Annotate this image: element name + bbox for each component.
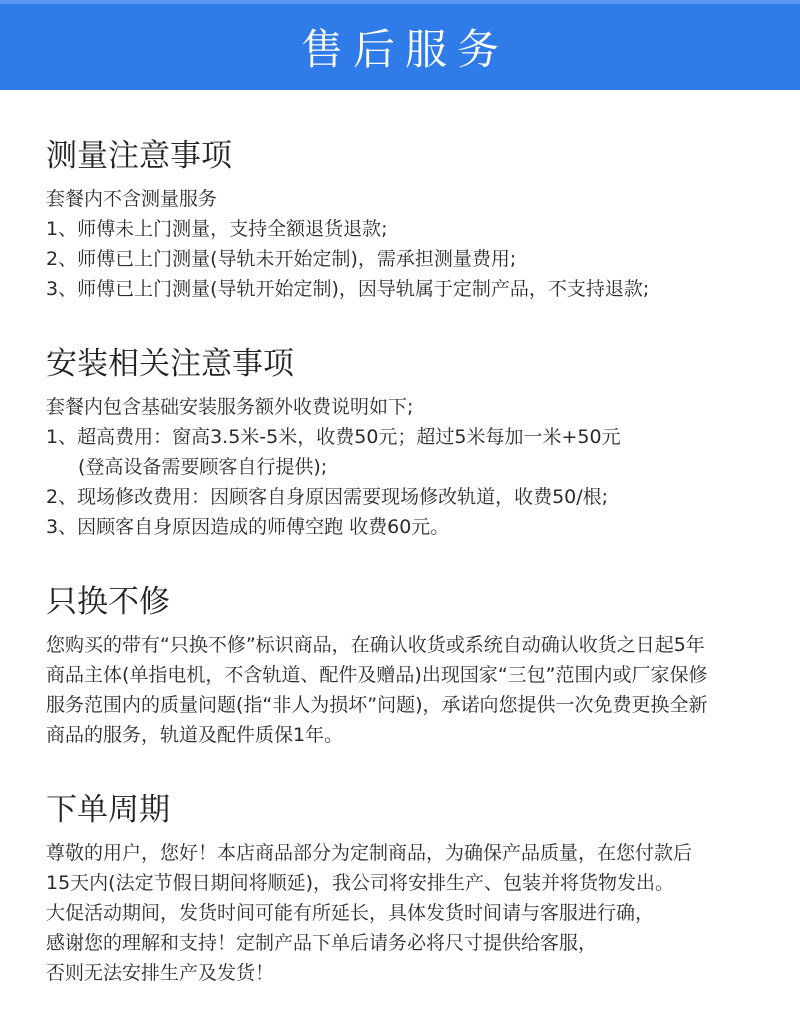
section-replace-not-repair	[46, 584, 776, 750]
text-line: 15天内(法定节假日期间将顺延)，我公司将安排生产、包装并将货物发出。	[46, 872, 675, 894]
text-line: 3、因顾客自身原因造成的师傅空跑 收费60元。	[46, 516, 450, 538]
text-line: 套餐内不含测量服务	[46, 188, 218, 210]
text-line: 尊敬的用户，您好！本店商品部分为定制商品，为确保产品质量，在您付款后	[46, 842, 693, 864]
text-line: 商品主体(单指电机，不含轨道、配件及赠品)出现国家“三包”范围内或厂家保修	[46, 664, 708, 686]
text-line: 1、师傅未上门测量，支持全额退货退款;	[46, 218, 388, 240]
text-line: 2、师傅已上门测量(导轨未开始定制)，需承担测量费用;	[46, 248, 517, 270]
text-line: 2、现场修改费用：因顾客自身原因需要现场修改轨道，收费50/根;	[46, 486, 609, 508]
section-installation	[46, 346, 776, 542]
text-line: 您购买的带有“只换不修”标识商品，在确认收货或系统自动确认收货之日起5年	[46, 634, 705, 656]
section-measurement	[46, 138, 776, 304]
section-order-cycle	[46, 792, 776, 988]
section-title: 下单周期	[46, 792, 170, 828]
text-line: 感谢您的理解和支持！定制产品下单后请务必将尺寸提供给客服，	[46, 932, 598, 954]
text-line: 商品的服务，轨道及配件质保1年。	[46, 724, 344, 746]
page-title: 售后服务	[300, 25, 509, 74]
text-line: 3、师傅已上门测量(导轨开始定制)，因导轨属于定制产品，不支持退款;	[46, 278, 650, 300]
text-line: 否则无法安排生产及发货！	[46, 962, 275, 984]
text-line: 套餐内包含基础安装服务额外收费说明如下;	[46, 396, 414, 418]
text-line: (登高设备需要顾客自行提供);	[78, 456, 328, 478]
header-banner	[0, 0, 800, 90]
section-title: 只换不修	[46, 584, 170, 620]
section-title: 测量注意事项	[46, 138, 232, 174]
text-line: 1、超高费用：窗高3.5米-5米，收费50元；超过5米每加一米+50元	[46, 426, 621, 448]
section-title: 安装相关注意事项	[46, 346, 294, 382]
text-line: 服务范围内的质量问题(指“非人为损坏”问题)，承诺向您提供一次免费更换全新	[46, 694, 708, 716]
text-line: 大促活动期间，发货时间可能有所延长，具体发货时间请与客服进行确，	[46, 902, 655, 924]
